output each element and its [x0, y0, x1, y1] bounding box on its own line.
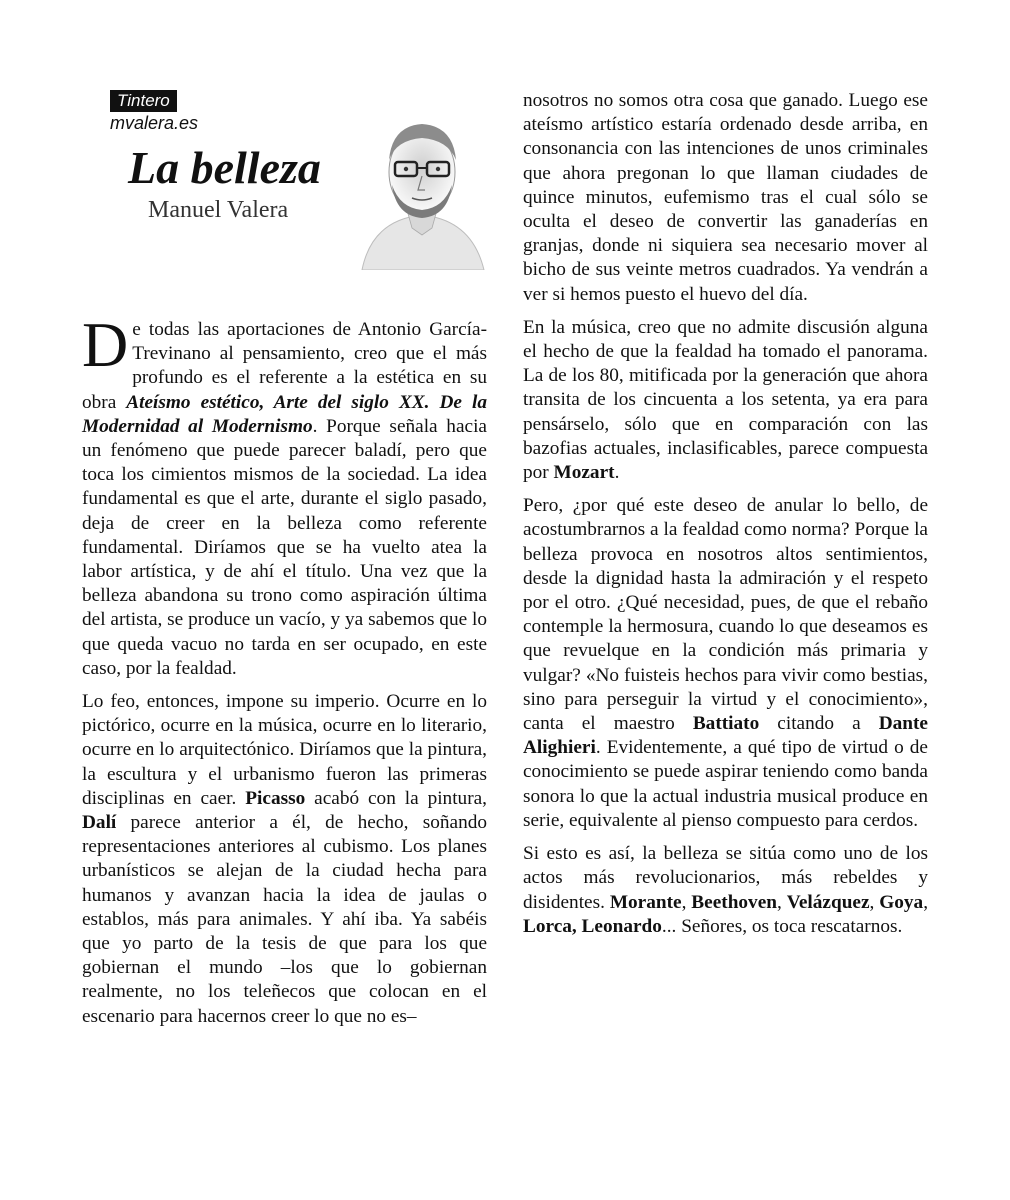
- paragraph-2-text-a: Lo feo, entonces, impone su imperio. Ocurre en lo pictórico, ocurre en la música, ocurre en lo literario, ocurre en lo arquitectónico. Diríamos que la pintura, la escultura y el urbanismo fueron las primeras disciplinas en caer.: [82, 691, 487, 809]
- paragraph-2-start: [82, 690, 487, 1029]
- paragraph-1-text-a: e todas las aportaciones de Antonio García-Trevinano al pensamiento, creo que el más profundo es el referente a la estética en su obra: [82, 319, 487, 413]
- separator: ,: [776, 891, 787, 913]
- paragraph-1: [82, 309, 487, 681]
- paragraph-3-text-b: .: [614, 462, 620, 484]
- article-title: La belleza: [128, 142, 321, 193]
- separator: ,: [923, 891, 929, 913]
- separator: ,: [681, 891, 692, 913]
- paragraph-5-text-b: ... Señores, os toca rescatarnos.: [661, 915, 903, 937]
- name-lorca-leonardo: Lorca, Leonardo: [523, 915, 662, 937]
- paragraph-3-text-a: En la música, creo que no admite discusión alguna el hecho de que la fealdad ha tomado el panorama. La de los 80, mitificada por la generación que ahora transita de los cincuenta a los setenta, ya era para pensárselo, sólo que en comparación con las bazofias actuales, inclasificables, parece compuesta por: [523, 316, 928, 484]
- name-beethoven: Beethoven: [691, 891, 777, 913]
- paragraph-5: [523, 842, 928, 939]
- article-column-right: [523, 89, 928, 948]
- paragraph-1-text-b: . Porque señala hacia un fenómeno que puede parecer baladí, pero que toca los cimientos mismos de la sociedad. La idea fundamental es que el arte, durante el siglo pasado, deja de creer en la belleza como referente fundamental. Diríamos que se ha vuelto atea la labor artística, y de ahí el título. Una vez que la belleza abandona su trono como aspiración última del artista, se produce un vacío, y ya sabemos que lo que queda vacuo no tarda en ser ocupado, en este caso, por la fealdad.: [82, 415, 487, 679]
- paragraph-2-text-b: acabó con la pintura,: [305, 787, 487, 809]
- name-morante: Morante: [609, 891, 682, 913]
- author-portrait-icon: [352, 110, 492, 270]
- author-name: Manuel Valera: [148, 197, 289, 223]
- paragraph-4-text-b: citando a: [759, 713, 879, 735]
- paragraph-2-text-cont: nosotros no somos otra cosa que ganado. Luego ese ateísmo artístico estaría ordenado desde arriba, en consonancia con las intenciones de unos criminales que ahora pregonan lo que llaman ciudades de quince minutos, eufemismo tras el cual sólo se oculta el deseo de convertir las ganaderías en granjas, donde ni siquiera sea necesario mover al bicho de sus veinte metros cuadrados. Ya vendrán a ver si hemos puesto el huevo del día.: [523, 90, 928, 305]
- site-name: mvalera.es: [110, 113, 199, 133]
- name-goya: Goya: [879, 891, 924, 913]
- name-picasso: Picasso: [245, 787, 306, 809]
- book-title: Ateísmo estético, Arte del siglo XX. De la Modernidad al Modernismo: [82, 391, 487, 437]
- separator: ,: [869, 891, 880, 913]
- name-dante: Dante Alighieri: [523, 713, 928, 759]
- name-battiato: Battiato: [692, 713, 760, 735]
- article-column-left: [82, 309, 487, 1038]
- name-dali: Dalí: [82, 812, 117, 834]
- paragraph-4-text-c: . Evidentemente, a qué tipo de virtud o de conocimiento se puede aspirar teniendo como banda sonora lo que la actual industria musical produce en serie, equivalente al pienso compuesto para cerdos.: [523, 737, 928, 831]
- paragraph-4-text-a: Pero, ¿por qué este deseo de anular lo bello, de acostumbrarnos a la fealdad como norma? Porque la belleza provoca en nosotros altos sentimientos, desde la dignidad hasta la admiración y el respeto por el otro. ¿Qué necesidad, pues, de que el rebaño contemple la hermosura, cuando lo que deseamos es que revuelque en la condición más primaria y vulgar? «No fuisteis hechos para vivir como bestias, sino para perseguir la virtud y el conocimiento», canta el maestro: [523, 495, 928, 735]
- drop-cap: D: [82, 309, 129, 380]
- paragraph-3: [523, 316, 928, 485]
- paragraph-2-text-c: parece anterior a él, de hecho, soñando representaciones anteriores al cubismo. Los planes urbanísticos se alejan de la ciudad hecha para humanos y avanzan hacia la idea de jaulas o establos, más para animales. Y ahí iba. Ya sabéis que yo parto de la tesis de que para los que gobiernan el mundo –los que lo gobiernan realmente, no los teleñecos que colocan en el escenario para hacernos creer lo que no es–: [82, 812, 487, 1027]
- paragraph-2-continued: [523, 89, 928, 307]
- name-velazquez: Velázquez: [786, 891, 870, 913]
- paragraph-5-text-a: Si esto es así, la belleza se sitúa como uno de los actos más revolucionarios, más rebeldes y disidentes.: [523, 843, 928, 913]
- paragraph-4: [523, 494, 928, 833]
- section-badge: Tintero: [110, 90, 177, 112]
- name-mozart: Mozart: [553, 462, 615, 484]
